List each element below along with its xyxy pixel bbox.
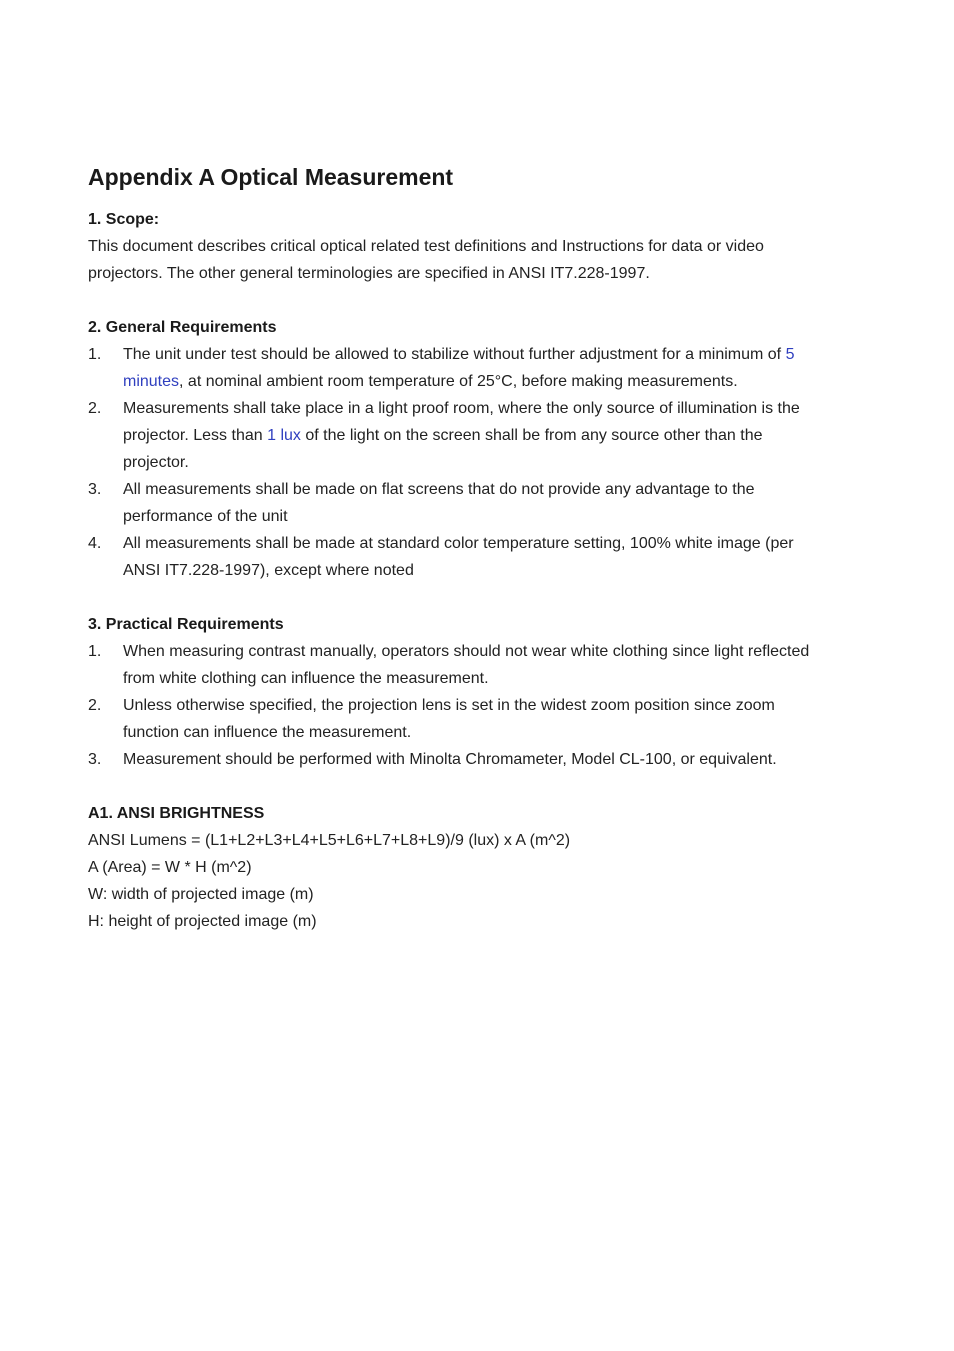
formula-line: W: width of projected image (m) (88, 886, 314, 903)
list-item (88, 692, 828, 746)
formula-line: ANSI Lumens = (L1+L2+L3+L4+L5+L6+L7+L8+L9)/9 (lux) x A (m^2) (88, 832, 571, 849)
practical-requirements-section (88, 611, 828, 773)
list-item (88, 638, 828, 692)
scope-text: This document describes critical optical related test definitions and Instructions for data or video projectors. The other general terminologies are specified in ANSI IT7.228-1997. (88, 238, 764, 282)
list-item (88, 395, 828, 476)
list-item-text: All measurements shall be made at standard color temperature setting, 100% white image (per ANSI IT7.228-1997), except where noted (123, 535, 794, 579)
list-item (88, 476, 828, 530)
practical-requirements-list (88, 638, 828, 773)
ansi-brightness-section (88, 800, 828, 935)
list-item (88, 341, 828, 395)
practical-requirements-heading: 3. Practical Requirements (88, 616, 284, 633)
list-item (88, 530, 828, 584)
general-requirements-heading: 2. General Requirements (88, 319, 277, 336)
list-item-text: Measurement should be performed with Minolta Chromameter, Model CL-100, or equivalent. (123, 751, 777, 768)
list-item-number: 3. (88, 481, 102, 498)
page-title: Appendix A Optical Measurement (88, 164, 454, 190)
scope-heading: 1. Scope: (88, 211, 160, 228)
highlight-text: 5 minutes (123, 346, 795, 390)
list-item-text: Unless otherwise specified, the projection lens is set in the widest zoom position since zoom function can influence the measurement. (123, 697, 775, 741)
list-item-text: The unit under test should be allowed to stabilize without further adjustment for a minimum of (123, 346, 786, 363)
general-requirements-section (88, 314, 828, 584)
general-requirements-list (88, 341, 828, 584)
formula-line: A (Area) = W * H (m^2) (88, 859, 252, 876)
list-item (88, 746, 828, 773)
list-item-text: , at nominal ambient room temperature of 25°C, before making measurements. (179, 373, 738, 390)
scope-section (88, 206, 828, 287)
list-item-number: 1. (88, 346, 102, 363)
list-item-text: Measurements shall take place in a light proof room, where the only source of illumination is the projector. Less than (123, 400, 800, 444)
list-item-number: 1. (88, 643, 102, 660)
highlight-text: 1 lux (267, 427, 301, 444)
list-item-number: 2. (88, 697, 102, 714)
list-item-text: All measurements shall be made on flat screens that do not provide any advantage to the performance of the unit (123, 481, 755, 525)
list-item-number: 4. (88, 535, 102, 552)
document-page (88, 162, 828, 962)
list-item-number: 2. (88, 400, 102, 417)
ansi-brightness-heading: A1. ANSI BRIGHTNESS (88, 805, 265, 822)
list-item-text: When measuring contrast manually, operators should not wear white clothing since light reflected from white clothing can influence the measurement. (123, 643, 810, 687)
formula-line: H: height of projected image (m) (88, 913, 317, 930)
list-item-number: 3. (88, 751, 102, 768)
list-item-text: of the light on the screen shall be from any source other than the projector. (123, 427, 763, 471)
